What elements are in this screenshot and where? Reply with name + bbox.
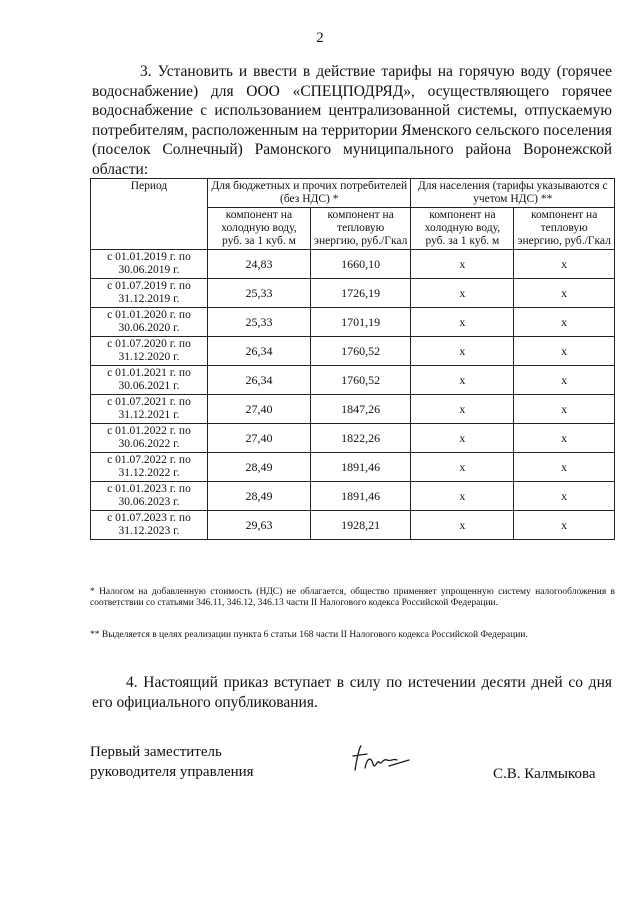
- table-row: [91, 308, 615, 337]
- header-population: Для населения (тарифы указываются с учетом НДС) **: [411, 179, 615, 208]
- cold-cell: 25,33: [208, 279, 311, 308]
- period-cell: с 01.01.2019 г. по 30.06.2019 г.: [91, 250, 208, 279]
- cold-pop-cell: х: [411, 308, 514, 337]
- paragraph-4: 4. Настоящий приказ вступает в силу по истечении десяти дней со дня его официального опубликования.: [92, 674, 612, 711]
- period-cell: с 01.07.2019 г. по 31.12.2019 г.: [91, 279, 208, 308]
- heat-pop-cell: х: [514, 453, 615, 482]
- heat-cell: 1760,52: [310, 337, 411, 366]
- position-line-2: руководителя управления: [90, 764, 254, 780]
- cold-cell: 25,33: [208, 308, 311, 337]
- table-row: [91, 424, 615, 453]
- heat-cell: 1701,19: [310, 308, 411, 337]
- position-line-1: Первый заместитель: [90, 744, 222, 760]
- header-period: Период: [91, 179, 208, 250]
- heat-pop-cell: х: [514, 366, 615, 395]
- heat-cell: 1660,10: [310, 250, 411, 279]
- cold-cell: 26,34: [208, 366, 311, 395]
- cold-cell: 26,34: [208, 337, 311, 366]
- heat-cell: 1760,52: [310, 366, 411, 395]
- cold-pop-cell: х: [411, 366, 514, 395]
- table-row: [91, 482, 615, 511]
- cold-pop-cell: х: [411, 395, 514, 424]
- heat-pop-cell: х: [514, 250, 615, 279]
- cold-pop-cell: х: [411, 279, 514, 308]
- heat-cell: 1891,46: [310, 453, 411, 482]
- heat-cell: 1822,26: [310, 424, 411, 453]
- cold-cell: 29,63: [208, 511, 311, 540]
- signatory-name: С.В. Калмыкова: [493, 766, 596, 782]
- table-row: [91, 366, 615, 395]
- subheader-cold-water-population: компонент на холодную воду, руб. за 1 куб. м: [411, 208, 514, 250]
- cold-pop-cell: х: [411, 511, 514, 540]
- heat-pop-cell: х: [514, 279, 615, 308]
- cold-pop-cell: х: [411, 424, 514, 453]
- cold-cell: 27,40: [208, 395, 311, 424]
- handwritten-signature: [345, 740, 415, 780]
- subheader-heat-energy-population: компонент на тепловую энергию, руб./Гкал: [514, 208, 615, 250]
- page-number: 2: [316, 30, 324, 46]
- heat-cell: 1726,19: [310, 279, 411, 308]
- period-cell: с 01.01.2020 г. по 30.06.2020 г.: [91, 308, 208, 337]
- signatory-position: [90, 742, 254, 782]
- period-cell: с 01.07.2020 г. по 31.12.2020 г.: [91, 337, 208, 366]
- paragraph-3: 3. Установить и ввести в действие тарифы на горячую воду (горячее водоснабжение) для ООО «СПЕЦПОДРЯД», осуществляющего горячее водоснабжение с использованием централизованной системы, отпускаемую потребителям, расположенным на территории Яменского сельского поселения (поселок Солнечный) Рамонского муниципального района Воронежской области:: [92, 63, 612, 178]
- period-cell: с 01.07.2023 г. по 31.12.2023 г.: [91, 511, 208, 540]
- heat-cell: 1928,21: [310, 511, 411, 540]
- table-row: [91, 279, 615, 308]
- period-cell: с 01.01.2022 г. по 30.06.2022 г.: [91, 424, 208, 453]
- table-row: [91, 395, 615, 424]
- cold-cell: 28,49: [208, 453, 311, 482]
- heat-pop-cell: х: [514, 308, 615, 337]
- cold-cell: 27,40: [208, 424, 311, 453]
- cold-cell: 24,83: [208, 250, 311, 279]
- heat-pop-cell: х: [514, 482, 615, 511]
- subheader-cold-water: компонент на холодную воду, руб. за 1 куб. м: [208, 208, 311, 250]
- period-cell: с 01.01.2021 г. по 30.06.2021 г.: [91, 366, 208, 395]
- period-cell: с 01.01.2023 г. по 30.06.2023 г.: [91, 482, 208, 511]
- heat-pop-cell: х: [514, 337, 615, 366]
- heat-pop-cell: х: [514, 424, 615, 453]
- table-row: [91, 511, 615, 540]
- cold-pop-cell: х: [411, 482, 514, 511]
- heat-cell: 1891,46: [310, 482, 411, 511]
- cold-pop-cell: х: [411, 337, 514, 366]
- cold-cell: 28,49: [208, 482, 311, 511]
- footnote-vat-exempt: * Налогом на добавленную стоимость (НДС) не облагается, общество применяет упрощенную систему налогообложения в соответствии со статьями 346.11, 346.12, 346.13 части II Налогового кодекса Российской Федерации.: [90, 587, 615, 608]
- heat-pop-cell: х: [514, 395, 615, 424]
- footnote-vat-included: ** Выделяется в целях реализации пункта 6 статьи 168 части II Налогового кодекса Российской Федерации.: [90, 630, 528, 640]
- cold-pop-cell: х: [411, 250, 514, 279]
- header-budget: Для бюджетных и прочих потребителей (без НДС) *: [208, 179, 411, 208]
- tariff-table: [90, 178, 615, 540]
- table-row: [91, 453, 615, 482]
- period-cell: с 01.07.2021 г. по 31.12.2021 г.: [91, 395, 208, 424]
- heat-cell: 1847,26: [310, 395, 411, 424]
- cold-pop-cell: х: [411, 453, 514, 482]
- subheader-heat-energy: компонент на тепловую энергию, руб./Гкал: [310, 208, 411, 250]
- heat-pop-cell: х: [514, 511, 615, 540]
- period-cell: с 01.07.2022 г. по 31.12.2022 г.: [91, 453, 208, 482]
- table-row: [91, 250, 615, 279]
- table-row: [91, 337, 615, 366]
